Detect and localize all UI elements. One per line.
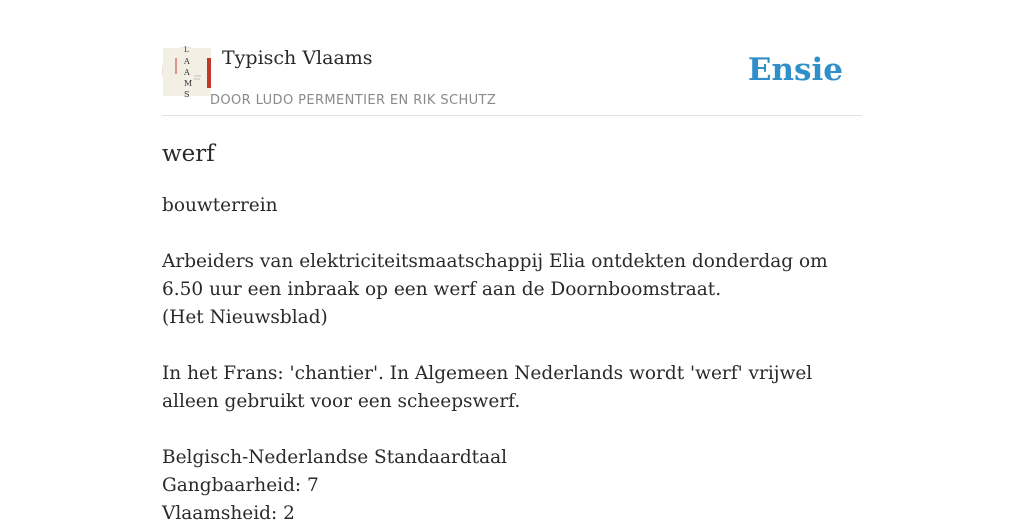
entry-category: Belgisch-Nederlandse Standaardtaal (162, 447, 508, 468)
spacer (162, 220, 862, 248)
entry-vlaamsheid: Vlaamsheid: 2 (162, 503, 295, 524)
spacer (162, 416, 862, 444)
book-authors: DOOR LUDO PERMENTIER EN RIK SCHUTZ (210, 93, 497, 108)
svg-text:L: L (184, 46, 189, 54)
book-cover-icon (163, 46, 211, 99)
entry-source: (Het Nieuwsblad) (162, 307, 328, 328)
entry-gangbaarheid: Gangbaarheid: 7 (162, 475, 319, 496)
spacer (162, 332, 862, 360)
svg-text:A: A (184, 57, 190, 66)
book-header (162, 0, 862, 116)
entry-content (162, 192, 862, 528)
entry-definition: bouwterrein (162, 195, 278, 216)
svg-text:M: M (184, 79, 193, 88)
svg-text:A: A (184, 68, 190, 77)
svg-text:S: S (184, 90, 190, 99)
book-title[interactable]: Typisch Vlaams (222, 47, 373, 69)
entry-example: Arbeiders van elektriciteitsmaatschappij Elia ontdekten donderdag om 6.50 uur een inbraak op een werf aan de Doornboomstraat. (162, 251, 828, 300)
book-cover-avatar[interactable] (162, 46, 210, 99)
entry-note: In het Frans: 'chantier'. In Algemeen Nederlands wordt 'werf' vrijwel alleen gebruikt voor een scheepswerf. (162, 363, 813, 412)
ensie-logo-link[interactable]: Ensie (747, 52, 843, 88)
page (162, 0, 862, 524)
entry-title: werf (162, 141, 215, 167)
